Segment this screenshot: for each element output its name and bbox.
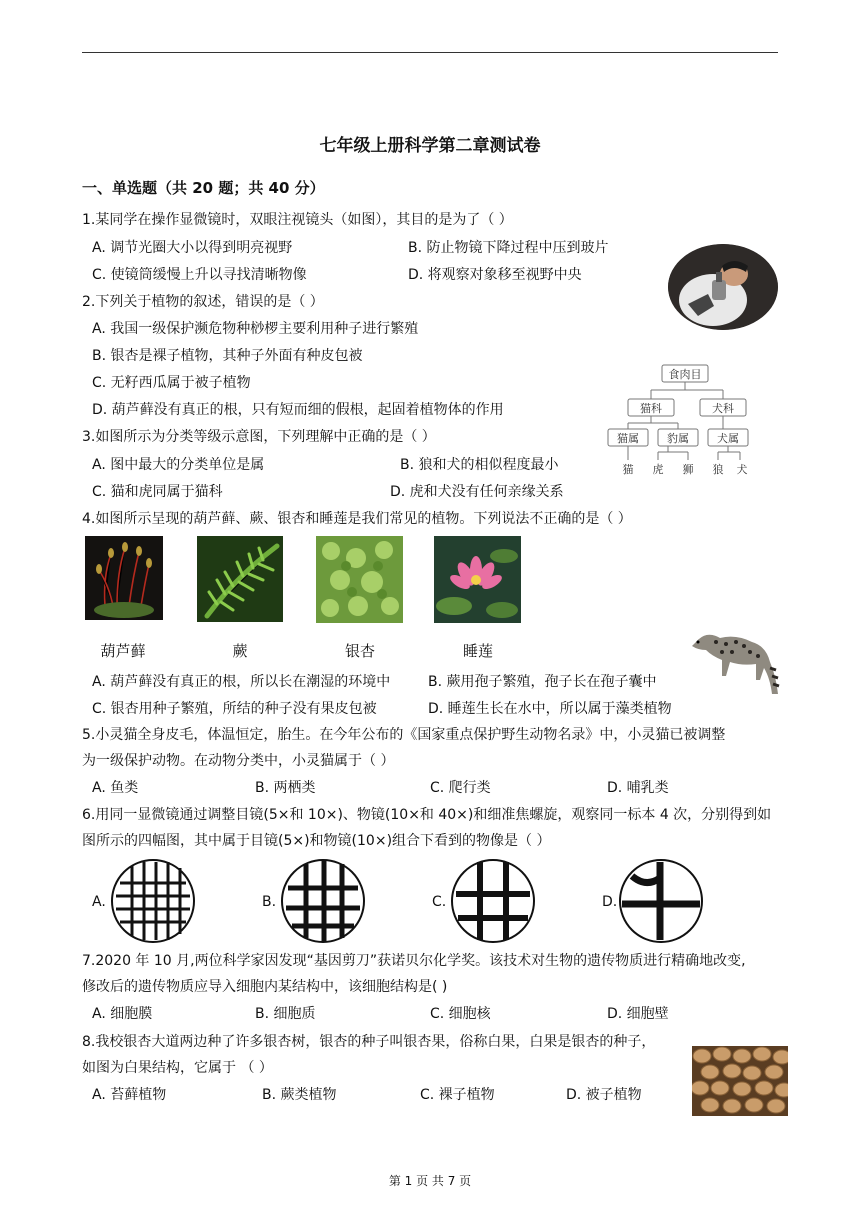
caption-ginkgo: 银杏 bbox=[344, 642, 375, 660]
q6-option-d[interactable]: D. bbox=[602, 894, 618, 910]
header-rule bbox=[82, 52, 778, 53]
q4-option-d[interactable]: D. 睡莲生长在水中，所以属于藻类植物 bbox=[428, 701, 672, 717]
microscope-photo bbox=[668, 244, 778, 330]
q7-option-c[interactable]: C. 细胞核 bbox=[430, 1006, 491, 1022]
question-2-stem: 2.下列关于植物的叙述，错误的是（ ） bbox=[82, 294, 324, 310]
tree-species-wolf: 狼 bbox=[712, 463, 724, 476]
q1-option-b[interactable]: B. 防止物镜下降过程中压到玻片 bbox=[408, 240, 609, 256]
q6-option-c[interactable]: C. bbox=[432, 894, 447, 910]
tree-family-cat: 猫科 bbox=[640, 402, 662, 415]
question-6-stem-line1: 6.用同一显微镜通过调整目镜(5×和 10×)、物镜(10×和 40×)和细准焦螺旋，观察同一标本 4 次，分别得到如 bbox=[82, 807, 772, 823]
caption-water-lily: 睡莲 bbox=[462, 642, 493, 660]
question-5-stem-line2: 为一级保护动物。在动物分类中，小灵猫属于（ ） bbox=[82, 753, 395, 769]
q2-option-c[interactable]: C. 无籽西瓜属于被子植物 bbox=[92, 375, 251, 391]
q6-micrograph-b bbox=[280, 858, 366, 944]
q6-option-b[interactable]: B. bbox=[262, 894, 277, 910]
tree-family-dog: 犬科 bbox=[712, 402, 734, 415]
q8-option-d[interactable]: D. 被子植物 bbox=[566, 1087, 642, 1103]
tree-species-cat: 猫 bbox=[622, 463, 634, 476]
tree-species-dog: 犬 bbox=[736, 463, 748, 476]
q7-option-b[interactable]: B. 细胞质 bbox=[255, 1006, 316, 1022]
q8-option-b[interactable]: B. 蕨类植物 bbox=[262, 1087, 337, 1103]
tree-genus-panthera: 豹属 bbox=[667, 432, 689, 445]
q3-option-b[interactable]: B. 狼和犬的相似程度最小 bbox=[400, 457, 559, 473]
fern-photo bbox=[197, 536, 283, 622]
tree-genus-felis: 猫属 bbox=[617, 432, 639, 445]
caption-moss: 葫芦藓 bbox=[100, 642, 146, 660]
q4-option-b[interactable]: B. 蕨用孢子繁殖，孢子长在孢子囊中 bbox=[428, 674, 657, 690]
tree-species-tiger: 虎 bbox=[652, 463, 664, 476]
q2-option-a[interactable]: A. 我国一级保护濒危物种桫椤主要利用种子进行繁殖 bbox=[92, 321, 419, 337]
water-lily-photo bbox=[434, 536, 521, 623]
q5-option-b[interactable]: B. 两栖类 bbox=[255, 780, 316, 796]
question-4-stem: 4.如图所示呈现的葫芦藓、蕨、银杏和睡莲是我们常见的植物。下列说法不正确的是（ ） bbox=[82, 511, 632, 527]
q1-option-a[interactable]: A. 调节光圈大小以得到明亮视野 bbox=[92, 240, 293, 256]
question-3-stem: 3.如图所示为分类等级示意图，下列理解中正确的是（ ） bbox=[82, 429, 436, 445]
q2-option-d[interactable]: D. 葫芦藓没有真正的根，只有短而细的假根，起固着植物体的作用 bbox=[92, 402, 504, 418]
q5-option-d[interactable]: D. 哺乳类 bbox=[607, 780, 669, 796]
moss-photo bbox=[85, 536, 163, 620]
q6-micrograph-d bbox=[618, 858, 704, 944]
page-footer: 第 1 页 共 7 页 bbox=[388, 1174, 472, 1188]
question-1-stem: 1.某同学在操作显微镜时，双眼注视镜头（如图），其目的是为了（ ） bbox=[82, 212, 513, 228]
q8-option-a[interactable]: A. 苔藓植物 bbox=[92, 1087, 167, 1103]
question-6-stem-line2: 图所示的四幅图，其中属于目镜(5×)和物镜(10×)组合下看到的物像是（ ） bbox=[82, 833, 551, 849]
q6-option-a[interactable]: A. bbox=[92, 894, 106, 910]
ginkgo-nuts-photo bbox=[692, 1046, 788, 1116]
q2-option-b[interactable]: B. 银杏是裸子植物，其种子外面有种皮包被 bbox=[92, 348, 363, 364]
question-7-stem-line1: 7.2020 年 10 月,两位科学家因发现“基因剪刀”获诺贝尔化学奖。该技术对生物的遗传物质进行精确地改变, bbox=[82, 953, 746, 969]
question-7-stem-line2: 修改后的遗传物质应导入细胞内某结构中，该细胞结构是( ) bbox=[82, 979, 448, 995]
q8-option-c[interactable]: C. 裸子植物 bbox=[420, 1087, 495, 1103]
tree-species-lion: 狮 bbox=[682, 463, 694, 476]
tree-root-label: 食肉目 bbox=[668, 368, 702, 381]
caption-fern: 蕨 bbox=[232, 642, 248, 660]
civet-photo bbox=[686, 612, 782, 698]
q5-option-c[interactable]: C. 爬行类 bbox=[430, 780, 491, 796]
q3-option-a[interactable]: A. 图中最大的分类单位是属 bbox=[92, 457, 265, 473]
question-8-stem-line1: 8.我校银杏大道两边种了许多银杏树，银杏的种子叫银杏果，俗称白果，白果是银杏的种子， bbox=[82, 1034, 656, 1050]
page-title: 七年级上册科学第二章测试卷 bbox=[319, 136, 541, 156]
q7-option-a[interactable]: A. 细胞膜 bbox=[92, 1006, 153, 1022]
question-8-stem-line2: 如图为白果结构，它属于 （ ） bbox=[82, 1060, 273, 1076]
q6-micrograph-c bbox=[450, 858, 536, 944]
classification-tree-diagram bbox=[604, 362, 764, 478]
q7-option-d[interactable]: D. 细胞壁 bbox=[607, 1006, 669, 1022]
q4-option-a[interactable]: A. 葫芦藓没有真正的根，所以长在潮湿的环境中 bbox=[92, 674, 391, 690]
q1-option-d[interactable]: D. 将观察对象移至视野中央 bbox=[408, 267, 582, 283]
q6-micrograph-a bbox=[110, 858, 196, 944]
tree-genus-canis: 犬属 bbox=[717, 432, 739, 445]
question-5-stem-line1: 5.小灵猫全身皮毛，体温恒定，胎生。在今年公布的《国家重点保护野生动物名录》中，小灵猫已被调整 bbox=[82, 727, 726, 743]
q4-option-c[interactable]: C. 银杏用种子繁殖，所结的种子没有果皮包被 bbox=[92, 701, 377, 717]
section-heading: 一、单选题（共 20 题；共 40 分） bbox=[82, 179, 325, 197]
q1-option-c[interactable]: C. 使镜筒缓慢上升以寻找清晰物像 bbox=[92, 267, 307, 283]
q3-option-d[interactable]: D. 虎和犬没有任何亲缘关系 bbox=[390, 484, 564, 500]
q5-option-a[interactable]: A. 鱼类 bbox=[92, 780, 139, 796]
q3-option-c[interactable]: C. 猫和虎同属于猫科 bbox=[92, 484, 223, 500]
ginkgo-photo bbox=[316, 536, 403, 623]
